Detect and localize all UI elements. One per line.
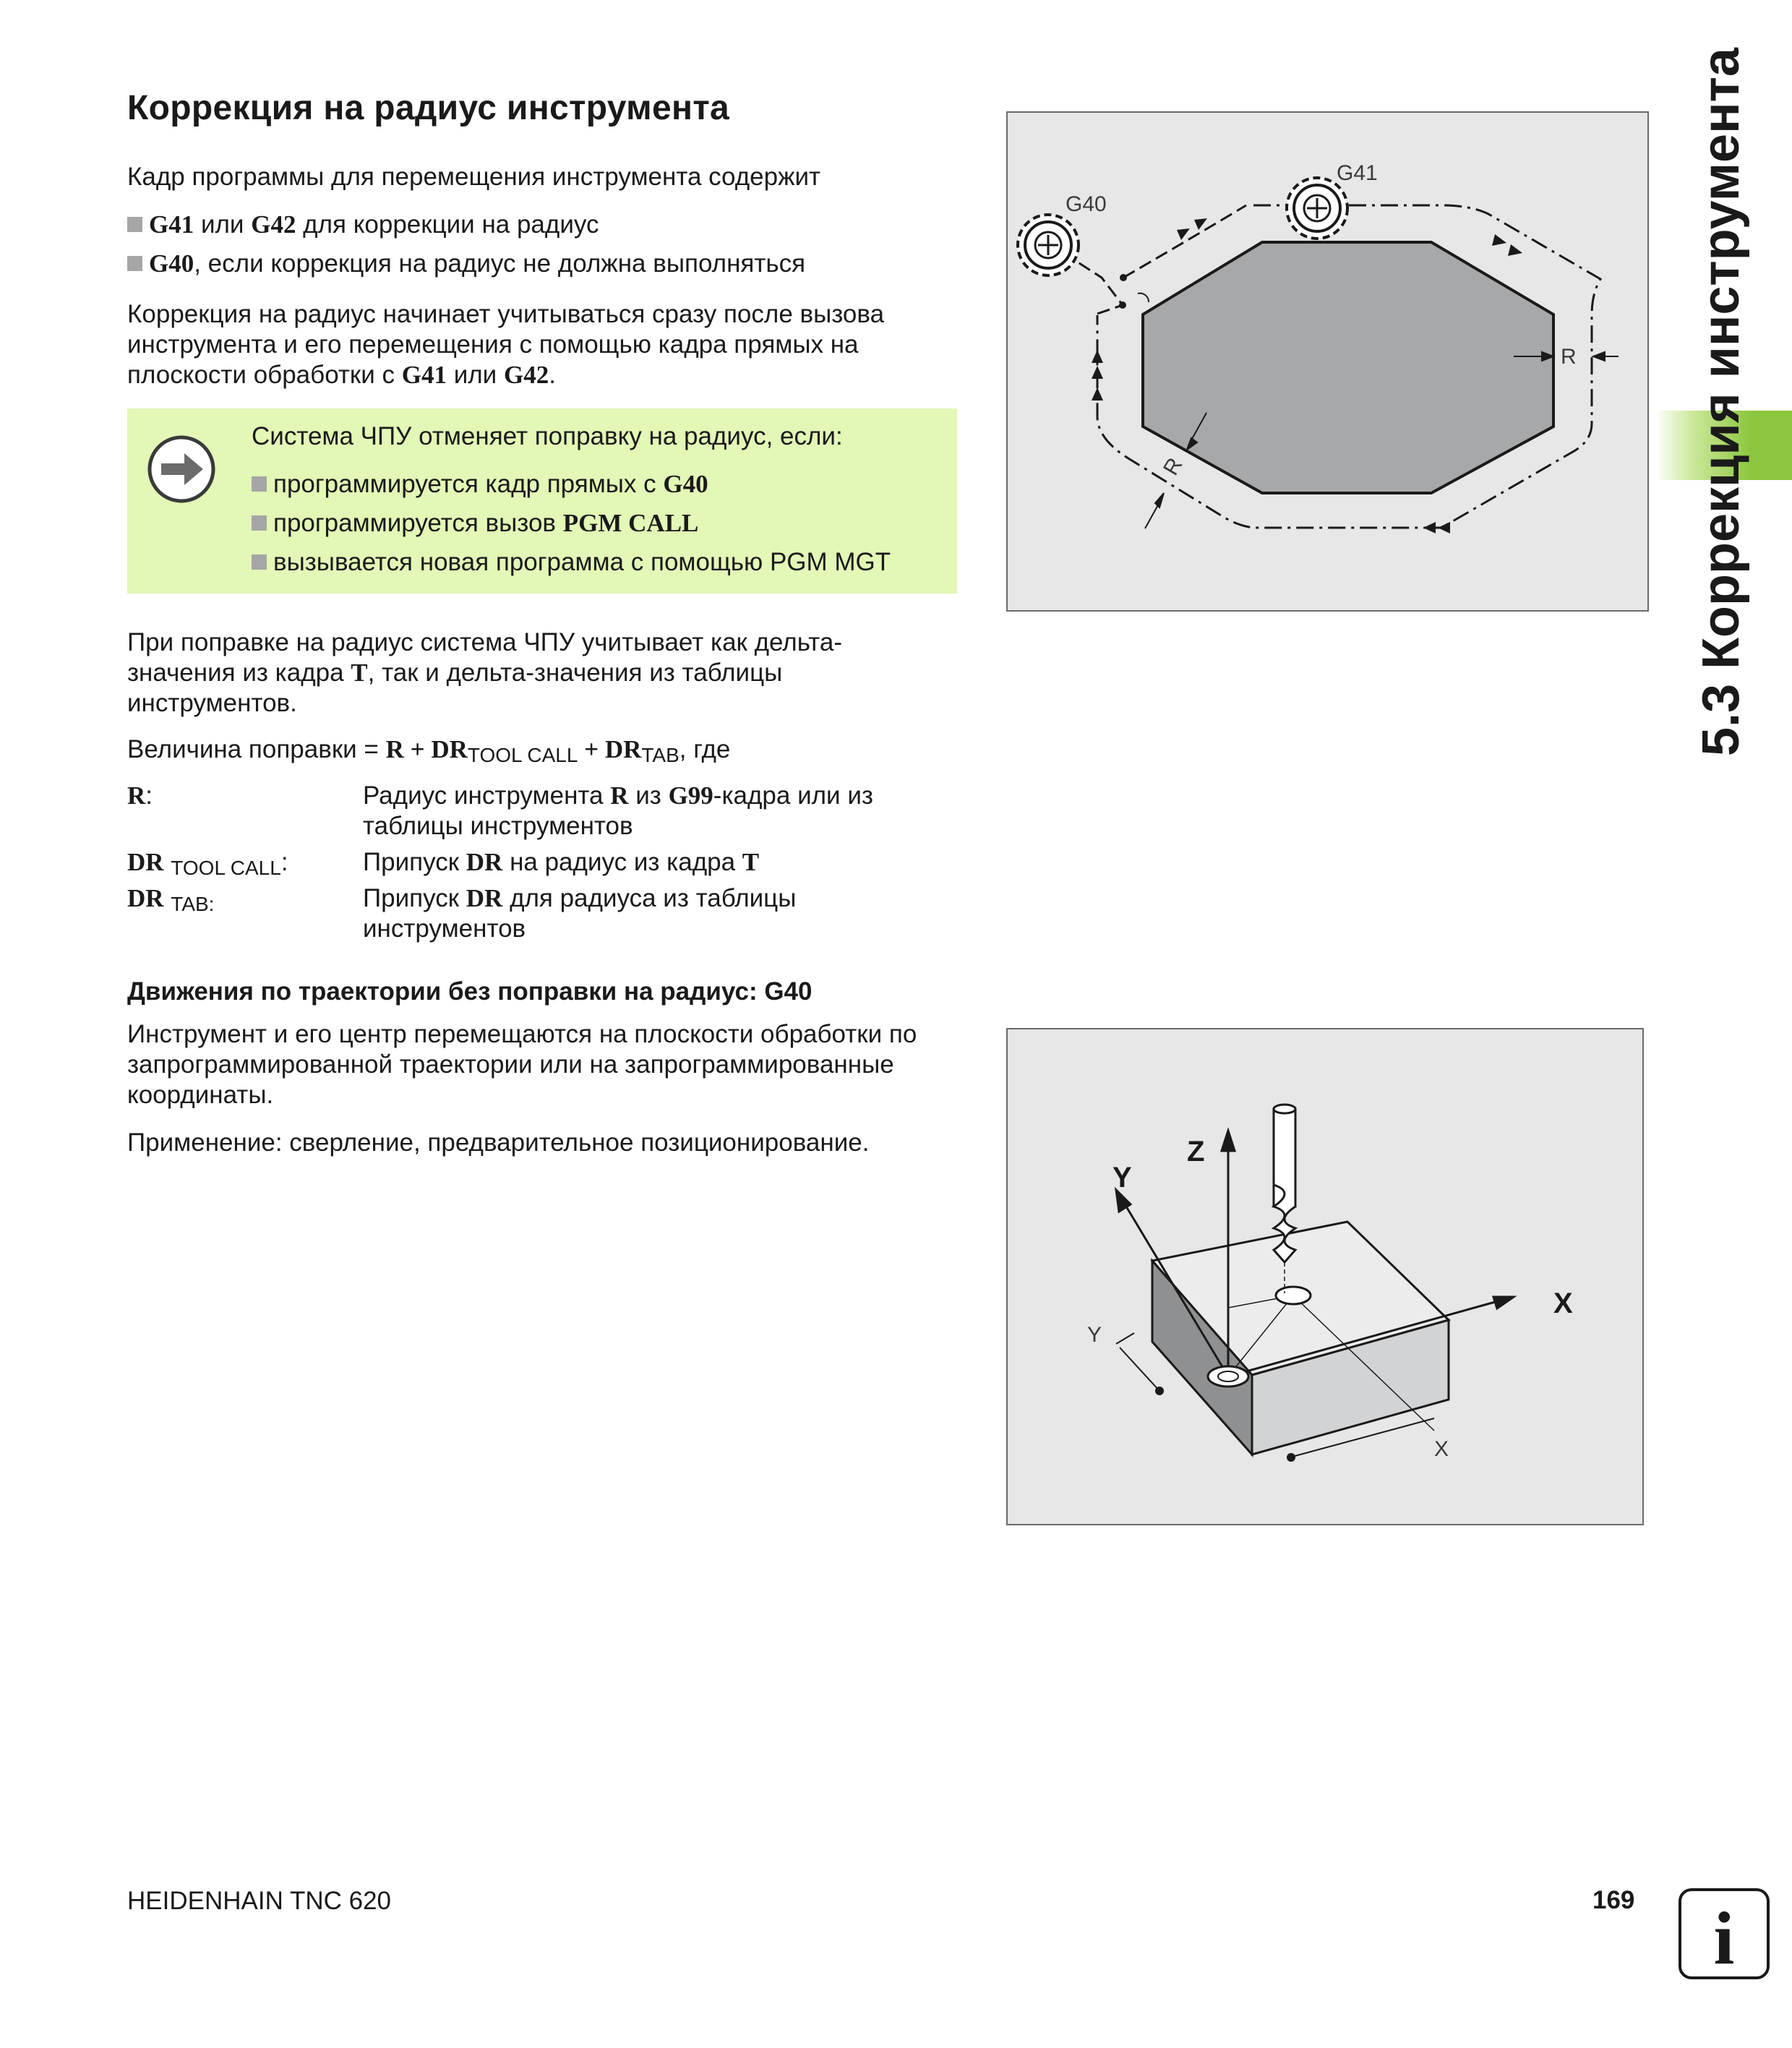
label-r-right: R [1561, 345, 1577, 369]
coordinate-system-diagram [1008, 1029, 1642, 1524]
formula-line: Величина поправки = $R + DR_{TOOL CALL} + DR_{TAB}$, где [127, 735, 731, 766]
section-subheading: Движения по траектории без поправки на радиус: G40 [127, 977, 813, 1006]
arrow-right-icon [147, 434, 216, 504]
definition-text: Радиус инструмента R из G99-кадра или из таблицы инструментов [363, 781, 873, 840]
svg-text:i: i [1713, 1897, 1735, 1976]
note-item: вызывается новая программа с помощью PGM MGT [252, 547, 891, 578]
info-glyph [1681, 1891, 1767, 1976]
note-item: программируется кадр прямых с G40 [252, 469, 708, 500]
paragraph-correction-start: Коррекция на радиус начинает учитываться сразу после вызова инструмента и его перемещения с помощью кадра прямых на плоскости обработки с G41 или G42. [127, 300, 885, 389]
note-box [127, 408, 957, 594]
figure-coordinate-system [1006, 1028, 1644, 1525]
label-g41: G41 [1337, 161, 1378, 185]
definition-term: R: [127, 781, 153, 810]
label-g40: G40 [1066, 192, 1107, 216]
definition-term: DR $_{TOOL CALL}$: [127, 848, 288, 879]
definition-text: Припуск DR для радиуса из таблицы инструментов [363, 884, 797, 943]
workpiece-octagon [1143, 242, 1553, 493]
paragraph-application: Применение: сверление, предварительное позиционирование. [127, 1128, 870, 1157]
radius-compensation-diagram [1008, 113, 1647, 610]
bullet-square-icon [127, 217, 142, 232]
label-dim-y: Y [1087, 1323, 1102, 1347]
page-number: 169 [1592, 1886, 1635, 1914]
label-axis-y: Y [1113, 1162, 1132, 1194]
x-axis-arrow [1493, 1297, 1514, 1308]
bullet-g41-g42: G41 или G42 для коррекции на радиус [127, 210, 599, 240]
bullet-square-icon [252, 476, 267, 492]
hole-origin [1208, 1366, 1248, 1387]
info-icon[interactable] [1679, 1888, 1770, 1979]
tool-g41-icon [1287, 178, 1347, 239]
bullet-g40: G40, если коррекция на радиус не должна выполняться [127, 249, 805, 279]
paragraph-delta-values: При поправке на радиус система ЧПУ учитывает как дельта- значения из кадра T, так и дельта-значения из таблицы инструментов. [127, 628, 842, 717]
label-axis-x: X [1553, 1288, 1573, 1319]
hole-top [1276, 1287, 1311, 1304]
bullet-square-icon [127, 256, 142, 271]
z-axis-arrow [1222, 1131, 1235, 1151]
label-dim-x: X [1434, 1437, 1449, 1461]
bullet-square-icon [252, 515, 267, 531]
tool-g40-icon [1018, 215, 1079, 275]
label-axis-z: Z [1187, 1136, 1205, 1167]
chapter-title-vertical: 5.3 Коррекция инструмента [1692, 48, 1750, 756]
page-title: Коррекция на радиус инструмента [127, 89, 730, 127]
footer-product: HEIDENHAIN TNC 620 [127, 1887, 392, 1915]
figure-radius-compensation [1006, 111, 1649, 612]
note-item: программируется вызов PGM CALL [252, 508, 698, 539]
paragraph-g40-movement: Инструмент и его центр перемещаются на плоскости обработки по запрограммированной траектории или на запрограммированные координаты. [127, 1020, 917, 1109]
definition-text: Припуск DR на радиус из кадра T [363, 848, 760, 876]
definition-term: DR $_{TAB:}$ [127, 884, 215, 915]
bullet-square-icon [252, 554, 267, 570]
label-r-bottom: R [1159, 453, 1188, 480]
intro-text: Кадр программы для перемещения инструмента содержит [127, 163, 821, 191]
note-heading: Система ЧПУ отменяет поправку на радиус, если: [252, 422, 843, 450]
